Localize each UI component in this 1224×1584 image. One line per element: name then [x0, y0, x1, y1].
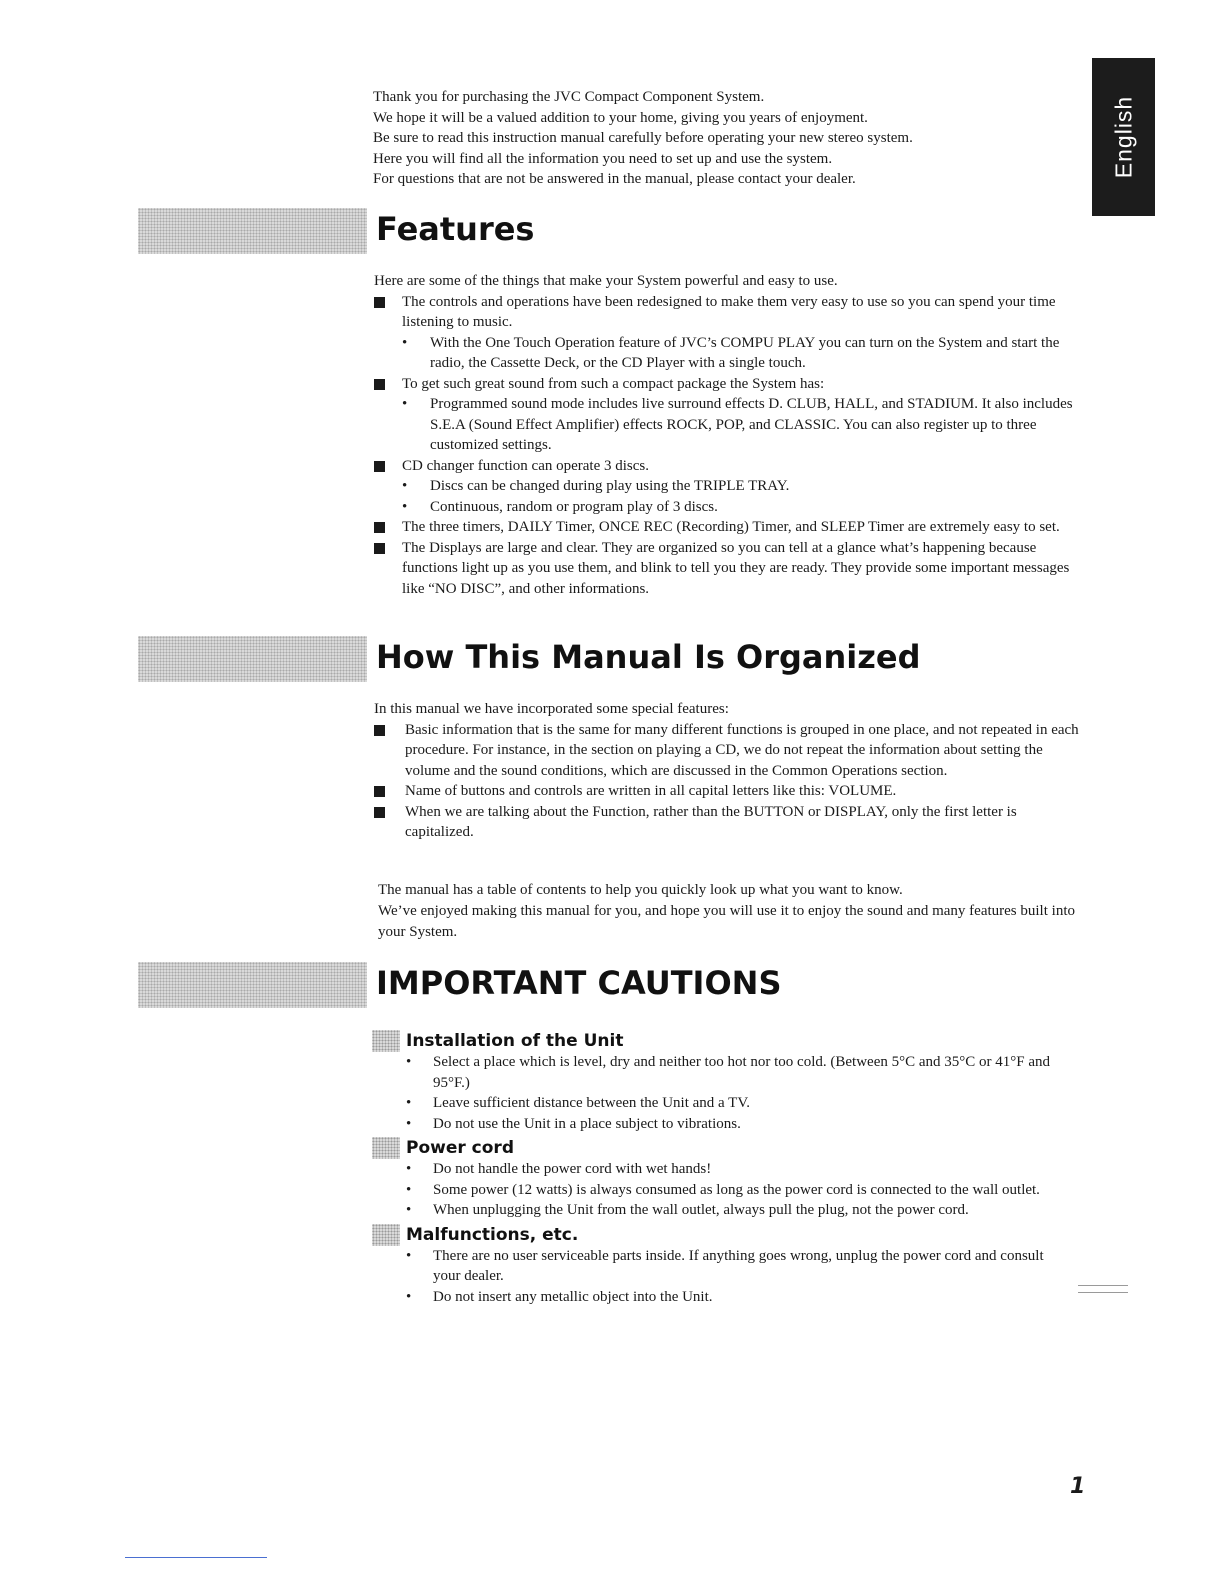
feature-subitem-text: Programmed sound mode includes live surround effects D. CLUB, HALL, and STADIUM. It also includes S.E.A (Sound Effect Amplifier) effects ROCK, POP, and CLASSIC. You can also register up to three customized settings. [430, 396, 1073, 453]
intro-paragraph [373, 87, 1073, 190]
caution-item [406, 1159, 1072, 1180]
caution-subheading [372, 1137, 1072, 1159]
caution-item-text: Leave sufficient distance between the Unit and a TV. [433, 1095, 750, 1111]
feature-item [374, 292, 1089, 333]
manual-item-text: Basic information that is the same for many different functions is grouped in one place, and not repeated in each procedure. For instance, in the section on playing a CD, we do not repeat the information about setting the volume and the sound conditions, which are discussed in the Common Operations section. [405, 721, 1079, 779]
cautions-section [372, 1028, 1072, 1307]
square-bullet-icon [374, 786, 385, 797]
feature-item [374, 456, 1089, 477]
cautions-heading-bar [138, 962, 367, 1008]
feature-subitem-text: With the One Touch Operation feature of JVC’s COMPU PLAY you can turn on the System and start the radio, the Cassette Deck, or the CD Player with a single touch. [430, 334, 1060, 371]
subheading-marker [372, 1224, 400, 1246]
features-heading-bar [138, 208, 367, 254]
square-bullet-icon [374, 297, 385, 308]
page-number: 1 [1070, 1474, 1086, 1499]
caution-subheading [372, 1030, 1072, 1052]
square-bullet-icon [374, 522, 385, 533]
manual-item [374, 802, 1089, 843]
manual-item [374, 781, 1089, 802]
caution-item [406, 1246, 1072, 1287]
caution-subheading-label: Installation of the Unit [406, 1031, 624, 1051]
bullet-icon: • [406, 1202, 412, 1218]
square-bullet-icon [374, 725, 385, 736]
intro-line: Thank you for purchasing the JVC Compact Component System. [373, 89, 765, 105]
caution-item [406, 1093, 1072, 1114]
manual-item-text: When we are talking about the Function, rather than the BUTTON or DISPLAY, only the first letter is capitalized. [405, 803, 1017, 840]
caution-item [406, 1052, 1072, 1093]
intro-line: For questions that are not be answered in the manual, please contact your dealer. [373, 171, 856, 187]
bullet-icon: • [406, 1115, 412, 1132]
feature-item-text: CD changer function can operate 3 discs. [402, 457, 649, 474]
square-bullet-icon [374, 379, 385, 390]
feature-item [374, 517, 1089, 538]
caution-subheading-label: Malfunctions, etc. [406, 1224, 579, 1245]
bullet-icon: • [406, 1161, 412, 1177]
bullet-icon: • [402, 498, 408, 515]
manual-heading: How This Manual Is Organized [376, 638, 921, 676]
cautions-heading: IMPORTANT CAUTIONS [376, 964, 782, 1002]
intro-line: Here you will find all the information you need to set up and use the system. [373, 150, 833, 167]
feature-item-text: To get such great sound from such a compact package the System has: [402, 375, 825, 392]
bullet-icon: • [406, 1095, 412, 1111]
features-section [374, 271, 1089, 599]
subheading-marker [372, 1030, 400, 1052]
bullet-icon: • [402, 334, 408, 351]
bullet-icon: • [406, 1054, 412, 1070]
square-bullet-icon [374, 461, 385, 472]
caution-item-text: Some power (12 watts) is always consumed as long as the power cord is connected to the wall outlet. [433, 1181, 1040, 1198]
closing-line: We’ve enjoyed making this manual for you, and hope you will use it to enjoy the sound and many features built into your System. [378, 903, 1075, 940]
caution-item [406, 1200, 1072, 1221]
caution-subheading-label: Power cord [406, 1138, 514, 1158]
caution-item [406, 1287, 1072, 1308]
caution-item-text: Select a place which is level, dry and neither too hot nor too cold. (Between 5°C and 35°C or 41°F and 95°F.) [433, 1054, 1051, 1091]
manual-heading-bar [138, 636, 367, 682]
feature-item [374, 374, 1089, 395]
features-lead: Here are some of the things that make your System powerful and easy to use. [374, 273, 838, 289]
caution-item-text: Do not use the Unit in a place subject to vibrations. [433, 1115, 741, 1132]
caution-item-text: When unplugging the Unit from the wall outlet, always pull the plug, not the power cord. [433, 1202, 969, 1218]
bullet-icon: • [406, 1181, 412, 1198]
caution-item-text: There are no user serviceable parts inside. If anything goes wrong, unplug the power cord and consult your dealer. [433, 1247, 1044, 1284]
bullet-icon: • [402, 396, 408, 412]
feature-item [374, 538, 1089, 600]
language-tab [1092, 58, 1155, 216]
margin-rule [1078, 1292, 1128, 1293]
caution-subheading [372, 1224, 1072, 1246]
intro-line: Be sure to read this instruction manual carefully before operating your new stereo system. [373, 130, 913, 146]
square-bullet-icon [374, 807, 385, 818]
manual-item [374, 720, 1089, 782]
margin-rule [1078, 1285, 1128, 1286]
closing-line: The manual has a table of contents to help you quickly look up what you want to know. [378, 882, 903, 898]
manual-lead: In this manual we have incorporated some special features: [374, 701, 729, 717]
manual-section [374, 699, 1089, 843]
feature-item-text: The controls and operations have been redesigned to make them very easy to use so you can spend your time listening to music. [402, 293, 1056, 330]
bullet-icon: • [406, 1288, 412, 1305]
subheading-marker [372, 1137, 400, 1159]
feature-subitem [402, 394, 1089, 456]
bullet-icon: • [406, 1247, 412, 1264]
feature-subitem-text: Discs can be changed during play using the TRIPLE TRAY. [430, 478, 790, 494]
manual-closing [378, 880, 1090, 943]
language-tab-label: English [1110, 95, 1136, 179]
caution-item [406, 1180, 1072, 1201]
caution-item-text: Do not insert any metallic object into the Unit. [433, 1288, 713, 1305]
features-heading: Features [376, 210, 535, 248]
intro-line: We hope it will be a valued addition to your home, giving you years of enjoyment. [373, 109, 868, 126]
feature-item-text: The Displays are large and clear. They are organized so you can tell at a glance what’s happening because functions light up as you use them, and blink to tell you they are ready. They provide some important messages like “NO DISC”, and other informations. [402, 539, 1070, 597]
bullet-icon: • [402, 478, 408, 494]
footer-rule [125, 1557, 267, 1558]
caution-item-text: Do not handle the power cord with wet hands! [433, 1161, 712, 1177]
feature-subitem-text: Continuous, random or program play of 3 discs. [430, 498, 718, 515]
feature-subitem [402, 476, 1089, 497]
feature-item-text: The three timers, DAILY Timer, ONCE REC (Recording) Timer, and SLEEP Timer are extremely easy to set. [402, 519, 1060, 535]
feature-subitem [402, 333, 1089, 374]
manual-item-text: Name of buttons and controls are written in all capital letters like this: VOLUME. [405, 783, 897, 799]
square-bullet-icon [374, 543, 385, 554]
caution-item [406, 1114, 1072, 1135]
feature-subitem [402, 497, 1089, 518]
